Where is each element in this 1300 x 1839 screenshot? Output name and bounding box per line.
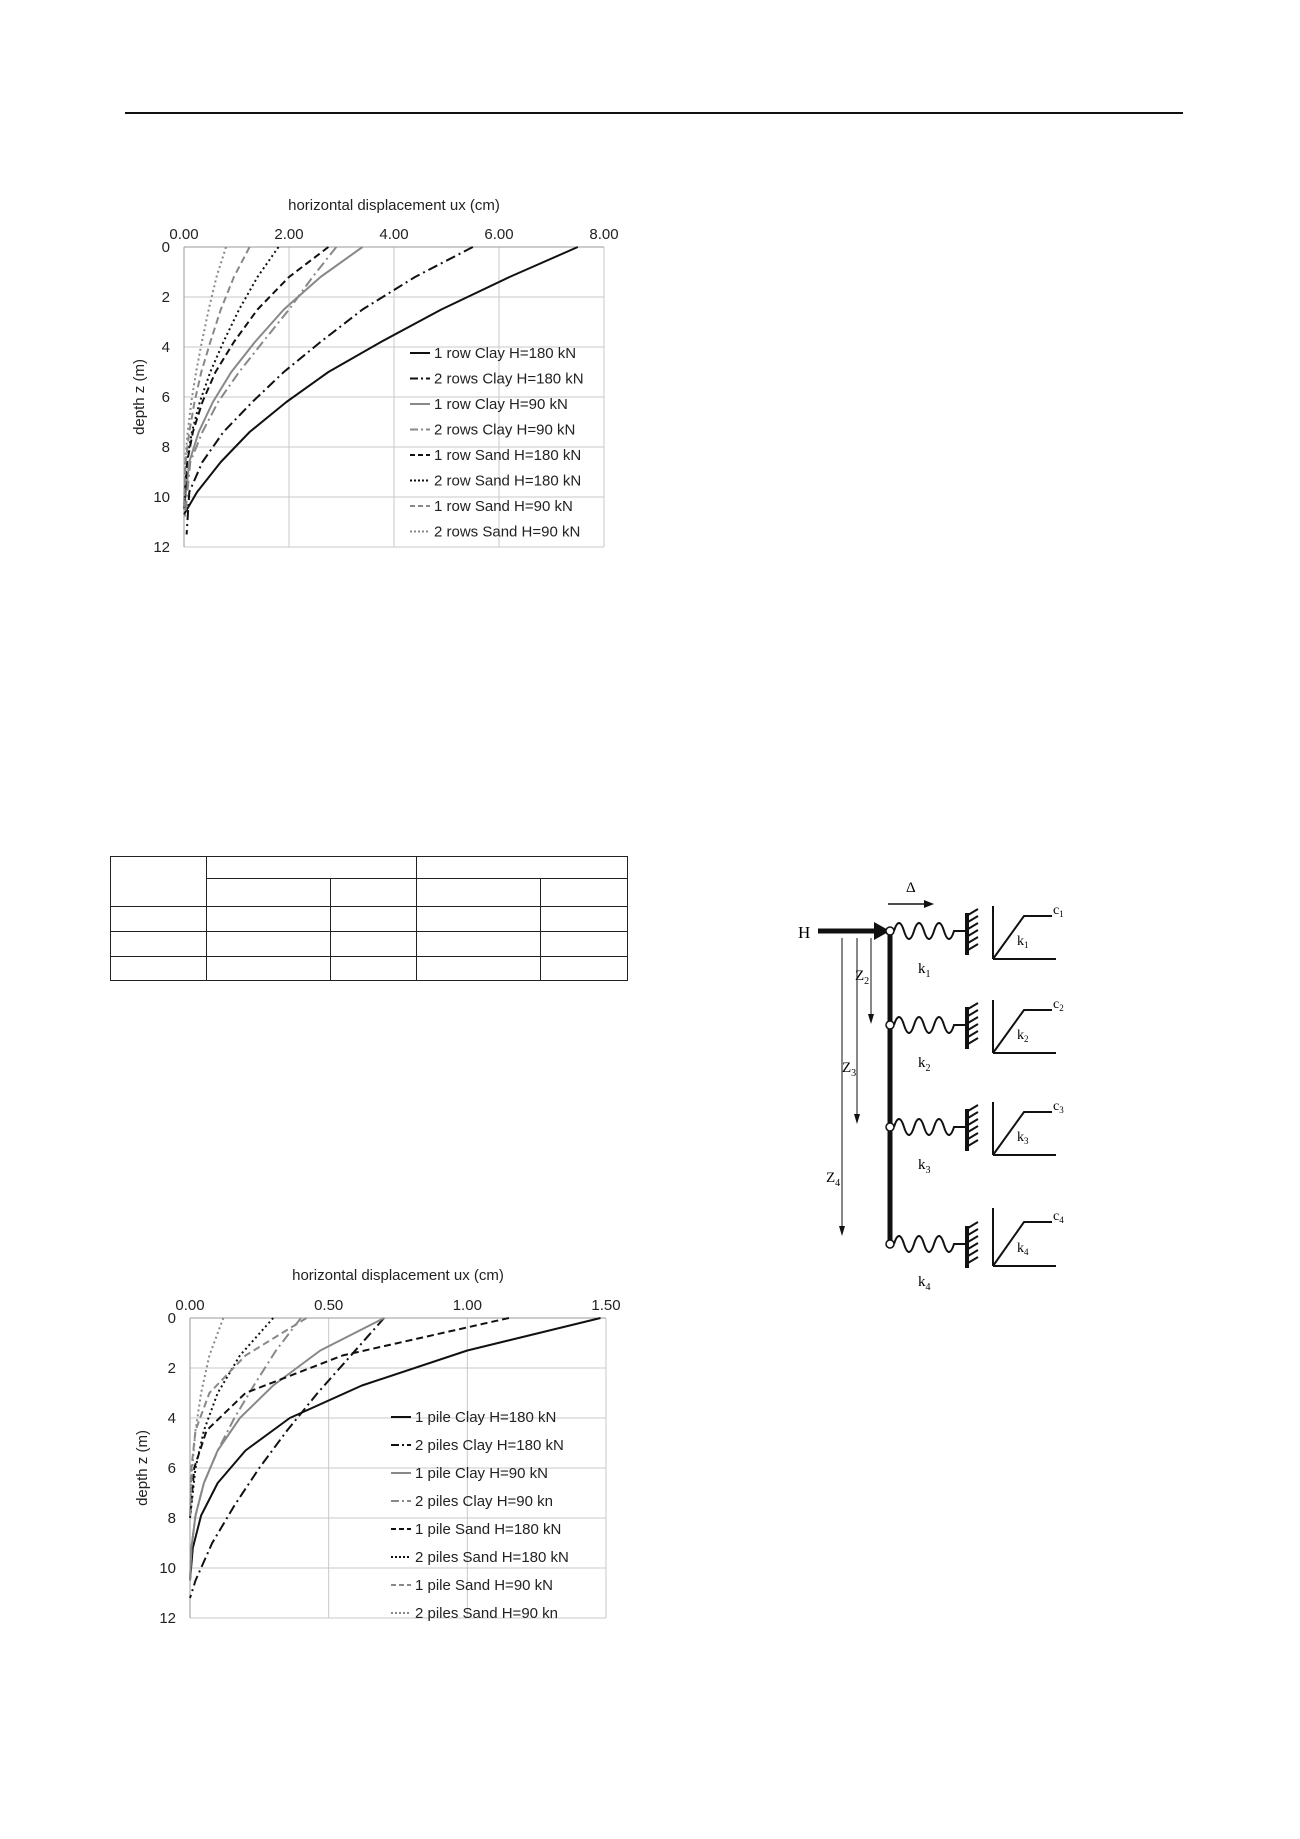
table-cell	[417, 879, 541, 907]
y-tick-label: 2	[161, 289, 170, 306]
table-cell	[207, 907, 331, 932]
spring-k-label	[918, 1274, 931, 1292]
chart-rows-svg	[124, 192, 636, 564]
c-label-sub: 3	[1059, 1105, 1064, 1115]
table-cell	[541, 957, 628, 981]
series-line	[184, 247, 279, 510]
force-displacement-law	[993, 1102, 1056, 1155]
c-label	[1053, 1099, 1064, 1115]
wall-hatch	[968, 909, 978, 950]
spring-coil	[894, 1017, 965, 1033]
depth-arrow-z3-head	[854, 1114, 860, 1124]
k-label-main: k	[1017, 1241, 1024, 1256]
page-header-rule	[125, 112, 1183, 114]
table-cell	[417, 957, 541, 981]
delta-label: Δ	[906, 880, 916, 896]
table-cell	[417, 857, 628, 879]
c-label-main: c	[1053, 903, 1060, 918]
x-tick-label: 6.00	[484, 226, 514, 243]
legend-label: 2 rows Sand H=90 kN	[434, 523, 581, 541]
table-cell	[541, 879, 628, 907]
k-label	[1017, 934, 1029, 950]
table-cell	[417, 907, 541, 932]
legend-label: 2 row Sand H=180 kN	[434, 472, 582, 490]
legend-label: 2 rows Clay H=90 kN	[434, 421, 576, 439]
y-tick-label: 4	[167, 1410, 176, 1427]
table-cell	[111, 857, 207, 907]
depth-arrow-z2-head	[868, 1014, 874, 1024]
y-axis-title: depth z (m)	[134, 1430, 151, 1506]
c-label	[1053, 997, 1064, 1013]
legend-label: 1 row Clay H=90 kN	[434, 396, 568, 413]
c-label-main: c	[1053, 1099, 1060, 1114]
table-row	[111, 907, 628, 932]
x-tick-label: 1.00	[452, 1297, 482, 1314]
depth-label-z3	[842, 1060, 856, 1079]
depth-label-main: Z	[842, 1060, 852, 1076]
c-label-sub: 2	[1059, 1003, 1064, 1013]
legend-label: 1 pile Sand H=180 kN	[415, 1521, 562, 1538]
chart-piles-svg	[127, 1262, 626, 1634]
spring-node	[886, 927, 894, 935]
y-tick-label: 2	[167, 1360, 176, 1377]
spring-k-main: k	[918, 1055, 926, 1071]
wall-hatch	[968, 1003, 978, 1044]
k-label	[1017, 1130, 1029, 1146]
spring-k-label	[918, 1055, 931, 1074]
x-tick-label: 8.00	[589, 226, 619, 243]
legend-label: 2 piles Sand H=90 kn	[415, 1605, 559, 1622]
series-line	[190, 1318, 384, 1598]
k-label	[1017, 1241, 1029, 1257]
table-cell	[541, 932, 628, 957]
spring-unit-2	[886, 997, 1064, 1074]
series-line	[184, 247, 363, 510]
c-label-main: c	[1053, 1209, 1060, 1224]
spring-node	[886, 1123, 894, 1131]
table-cell	[331, 932, 417, 957]
c-label-sub: 1	[1059, 909, 1064, 919]
x-tick-label: 0.00	[169, 226, 199, 243]
wall-hatch	[968, 1222, 978, 1263]
spring-k-label	[918, 961, 931, 980]
k-label-sub: 3	[1024, 1136, 1029, 1146]
spring-k-sub: 4	[925, 1282, 931, 1292]
y-tick-label: 0	[167, 1310, 176, 1327]
spring-k-main: k	[918, 1274, 926, 1290]
y-tick-label: 10	[159, 1560, 176, 1577]
depth-label-sub: 2	[864, 976, 870, 987]
spring-k-sub: 3	[925, 1165, 931, 1176]
x-tick-label: 0.50	[314, 1297, 344, 1314]
load-label: H	[798, 923, 811, 942]
k-label-main: k	[1017, 934, 1024, 949]
chart-displacement-rows	[124, 192, 636, 564]
y-tick-label: 6	[167, 1460, 176, 1477]
chart-displacement-piles	[127, 1262, 626, 1634]
pile-spring-model-diagram	[790, 862, 1110, 1292]
spring-coil	[894, 1119, 965, 1135]
spring-coil	[894, 1236, 965, 1252]
x-axis-title: horizontal displacement ux (cm)	[288, 197, 500, 214]
table-cell	[207, 932, 331, 957]
legend-label: 2 piles Sand H=180 kN	[415, 1549, 569, 1566]
table-row	[111, 957, 628, 981]
legend-label: 1 pile Clay H=180 kN	[415, 1409, 557, 1426]
force-displacement-law	[993, 1000, 1056, 1053]
k-label-main: k	[1017, 1028, 1024, 1043]
x-tick-label: 4.00	[379, 226, 409, 243]
c-label	[1053, 903, 1064, 919]
table-cell	[111, 957, 207, 981]
legend-label: 1 row Clay H=180 kN	[434, 345, 577, 362]
y-axis-title: depth z (m)	[131, 359, 148, 435]
table-row	[111, 857, 628, 879]
table-cell	[417, 932, 541, 957]
series-line	[184, 247, 250, 510]
y-tick-label: 8	[161, 439, 170, 456]
spring-node	[886, 1021, 894, 1029]
y-tick-label: 8	[167, 1510, 176, 1527]
x-axis-title: horizontal displacement ux (cm)	[292, 1267, 504, 1284]
table-cell	[541, 907, 628, 932]
y-tick-label: 12	[153, 539, 170, 556]
spring-k-main: k	[918, 1157, 926, 1173]
x-tick-label: 2.00	[274, 226, 304, 243]
legend-label: 2 piles Clay H=90 kn	[415, 1493, 553, 1510]
k-label-sub: 1	[1024, 940, 1029, 950]
table-cell	[331, 957, 417, 981]
spring-k-main: k	[918, 961, 926, 977]
k-label-sub: 2	[1024, 1034, 1029, 1044]
spring-k-sub: 1	[925, 969, 931, 980]
legend-label: 2 rows Clay H=180 kN	[434, 370, 584, 388]
k-label	[1017, 1028, 1029, 1044]
depth-label-sub: 3	[851, 1068, 857, 1079]
y-tick-label: 6	[161, 389, 170, 406]
depth-label-z4	[826, 1170, 840, 1189]
x-tick-label: 0.00	[175, 1297, 205, 1314]
spring-node	[886, 1240, 894, 1248]
depth-label-main: Z	[826, 1170, 836, 1186]
depth-arrow-z4-head	[839, 1226, 845, 1236]
depth-label-main: Z	[855, 968, 865, 984]
y-tick-label: 0	[161, 239, 170, 256]
k-label-sub: 4	[1024, 1247, 1029, 1257]
table-row	[111, 932, 628, 957]
y-tick-label: 12	[159, 1610, 176, 1627]
wall-hatch	[968, 1105, 978, 1146]
c-label-main: c	[1053, 997, 1060, 1012]
y-tick-label: 10	[153, 489, 170, 506]
legend-label: 1 row Sand H=180 kN	[434, 447, 582, 464]
spring-unit-4	[886, 1208, 1064, 1292]
x-tick-label: 1.50	[591, 1297, 621, 1314]
c-label-sub: 4	[1059, 1215, 1064, 1225]
table-cell	[331, 907, 417, 932]
series-line	[190, 1318, 301, 1581]
c-label	[1053, 1209, 1064, 1225]
force-displacement-law	[993, 906, 1056, 959]
spring-coil	[894, 923, 965, 939]
spring-unit-1	[886, 903, 1064, 980]
spring-k-label	[918, 1157, 931, 1176]
table-cell	[331, 879, 417, 907]
spring-unit-3	[886, 1099, 1064, 1176]
y-tick-label: 4	[161, 339, 170, 356]
table-cell	[111, 932, 207, 957]
spring-k-sub: 2	[925, 1063, 931, 1074]
data-table	[110, 856, 628, 981]
legend-label: 1 row Sand H=90 kN	[434, 498, 573, 515]
force-displacement-law	[993, 1208, 1056, 1266]
k-label-main: k	[1017, 1130, 1024, 1145]
table-cell	[207, 857, 417, 879]
delta-arrow-head	[924, 900, 934, 908]
table-cell	[207, 879, 331, 907]
depth-label-sub: 4	[835, 1178, 841, 1189]
legend-label: 1 pile Sand H=90 kN	[415, 1577, 554, 1594]
legend-label: 1 pile Clay H=90 kN	[415, 1465, 548, 1482]
table-cell	[111, 907, 207, 932]
legend-label: 2 piles Clay H=180 kN	[415, 1437, 564, 1454]
table-cell	[207, 957, 331, 981]
